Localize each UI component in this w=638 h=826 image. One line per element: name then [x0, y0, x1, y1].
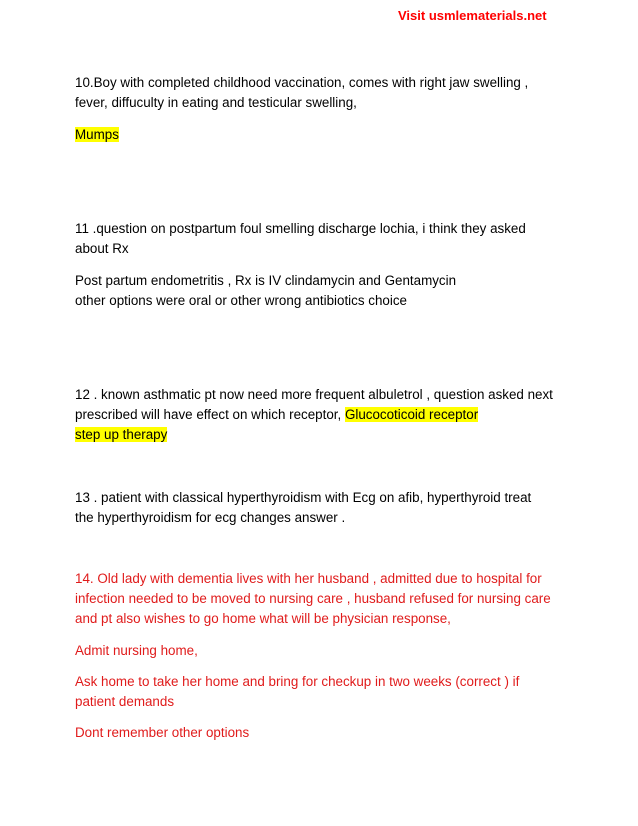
question-14-option-1: Admit nursing home,: [75, 643, 198, 658]
answer-highlight: Mumps: [75, 127, 119, 142]
question-10: [75, 73, 575, 113]
question-11-answer: [75, 271, 575, 311]
question-14-option-2-line-1: Ask home to take her home and bring for checkup in two weeks (correct ) if: [75, 674, 520, 689]
question-10-answer: [75, 125, 575, 145]
question-12-line-2-text: prescribed will have effect on which receptor,: [75, 407, 345, 422]
question-10-line-1: 10.Boy with completed childhood vaccination, comes with right jaw swelling ,: [75, 75, 529, 90]
question-14: [75, 569, 575, 629]
question-13-line-2: the hyperthyroidism for ecg changes answer .: [75, 510, 346, 525]
question-13-line-1: 13 . patient with classical hyperthyroidism with Ecg on afib, hyperthyroid treat: [75, 490, 532, 505]
watermark-link[interactable]: Visit usmlematerials.net: [398, 8, 547, 23]
question-14-line-2: infection needed to be moved to nursing care , husband refused for nursing care: [75, 591, 551, 606]
question-10-line-2: fever, diffuculty in eating and testicular swelling,: [75, 95, 357, 110]
question-11-answer-line-1: Post partum endometritis , Rx is IV clindamycin and Gentamycin: [75, 273, 457, 288]
question-12-line-2: [75, 405, 575, 425]
question-14-line-3: and pt also wishes to go home what will be physician response,: [75, 611, 451, 626]
question-14-line-1: 14. Old lady with dementia lives with her husband , admitted due to hospital for: [75, 571, 542, 586]
question-11-line-1: 11 .question on postpartum foul smelling discharge lochia, i think they asked: [75, 221, 526, 236]
question-11-answer-line-2: other options were oral or other wrong antibiotics choice: [75, 293, 407, 308]
question-14-option-2: [75, 672, 575, 712]
answer-highlight: Glucocoticoid receptor: [344, 407, 479, 422]
question-12: [75, 385, 575, 445]
answer-highlight: step up therapy: [75, 427, 168, 442]
question-11: [75, 219, 575, 259]
question-14-option-2-line-2: patient demands: [75, 694, 175, 709]
question-11-line-2: about Rx: [75, 241, 129, 256]
question-14-option-3: Dont remember other options: [75, 725, 250, 740]
question-12-line-3: [75, 425, 575, 445]
question-13: [75, 488, 575, 528]
question-12-line-1: 12 . known asthmatic pt now need more frequent albuletrol , question asked next: [75, 387, 553, 402]
